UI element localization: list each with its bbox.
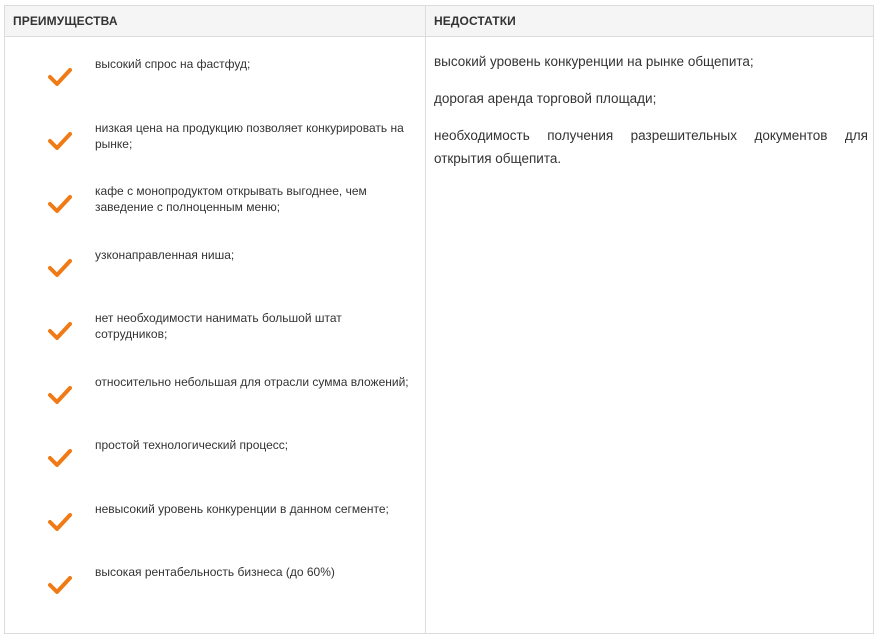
pros-list-item	[5, 545, 425, 609]
checkmark-icon	[47, 319, 73, 343]
column-divider	[425, 6, 426, 633]
pros-list	[5, 37, 425, 609]
pros-item-text: простой технологический процесс;	[95, 438, 289, 452]
pros-item-text: высокий спрос на фастфуд;	[95, 57, 251, 71]
pros-item-text: относительно небольшая для отрасли сумма вложений;	[95, 374, 409, 389]
cons-list-item: необходимость получения разрешительных документов для открытия общепита.	[434, 128, 868, 166]
pros-item-text: кафе с монопродуктом открывать выгоднее, чем заведение с полноценным меню;	[95, 184, 367, 214]
header-pros: ПРЕИМУЩЕСТВА	[13, 14, 118, 28]
checkmark-icon	[47, 129, 73, 153]
pros-list-item	[5, 101, 425, 165]
checkmark-icon	[47, 383, 73, 407]
pros-list-item	[5, 291, 425, 355]
cons-list-item: высокий уровень конкуренции на рынке общепита;	[434, 54, 754, 69]
pros-list-item	[5, 228, 425, 292]
pros-list-item	[5, 37, 425, 101]
pros-list-item	[5, 164, 425, 228]
pros-cons-table	[4, 5, 874, 634]
checkmark-icon	[47, 510, 73, 534]
pros-list-item	[5, 418, 425, 482]
header-cons: НЕДОСТАТКИ	[434, 14, 516, 28]
pros-item-text: узконаправленная ниша;	[95, 247, 235, 262]
checkmark-icon	[47, 446, 73, 470]
pros-list-item	[5, 355, 425, 419]
table-header-row	[5, 6, 873, 37]
checkmark-icon	[47, 573, 73, 597]
pros-list-item	[5, 482, 425, 546]
checkmark-icon	[47, 192, 73, 216]
checkmark-icon	[47, 256, 73, 280]
checkmark-icon	[47, 65, 73, 89]
cons-list	[434, 50, 868, 184]
pros-item-text: высокая рентабельность бизнеса (до 60%)	[95, 565, 335, 579]
pros-item-text: нет необходимости нанимать большой штат сотрудников;	[95, 311, 342, 341]
cons-list-item: дорогая аренда торговой площади;	[434, 91, 657, 106]
pros-item-text: невысокий уровень конкуренции в данном сегменте;	[95, 501, 389, 516]
pros-item-text: низкая цена на продукцию позволяет конкурировать на рынке;	[95, 120, 404, 151]
